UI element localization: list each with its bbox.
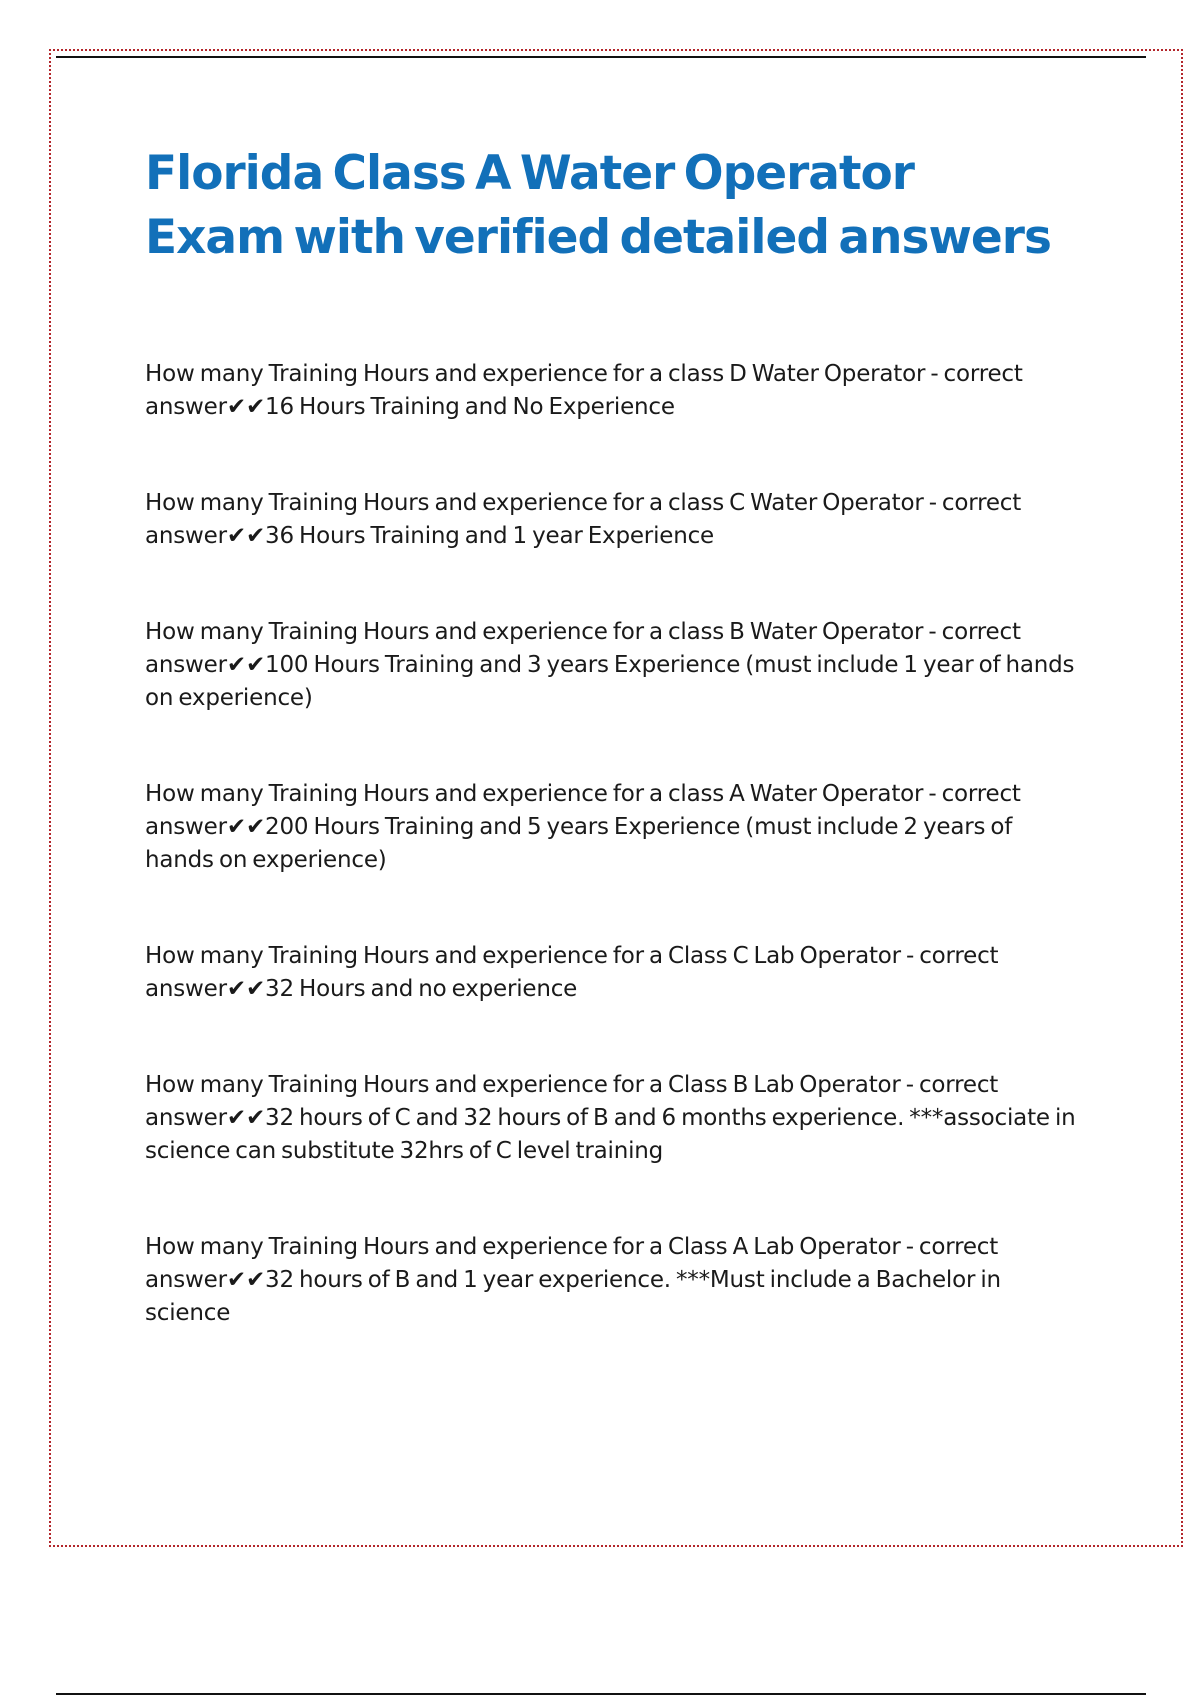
answer-text: 32 hours of C and 32 hours of B and 6 months experience. ***associate in science can substitute 32hrs of C level training: [145, 1105, 1076, 1164]
title-line-1: Florida Class A Water Operator: [145, 146, 914, 201]
qa-item: [145, 1231, 1080, 1330]
answer-text: 100 Hours Training and 3 years Experience (must include 1 year of hands on experience): [145, 652, 1075, 711]
qa-item: [145, 616, 1080, 715]
checkmark-icon: ✔✔: [226, 814, 266, 840]
checkmark-icon: ✔✔: [226, 976, 266, 1002]
qa-item: [145, 1069, 1080, 1168]
checkmark-icon: ✔✔: [226, 1267, 266, 1293]
question-text: How many Training Hours and experience for a class D Water Operator - correct answer: [145, 361, 1023, 420]
question-text: How many Training Hours and experience for a class A Water Operator - correct answer: [145, 781, 1021, 840]
page-title: [145, 142, 1125, 270]
question-text: How many Training Hours and experience for a Class B Lab Operator - correct answer: [145, 1072, 999, 1131]
bottom-rule: [56, 1693, 1146, 1695]
checkmark-icon: ✔✔: [226, 523, 266, 549]
question-text: How many Training Hours and experience for a class C Water Operator - correct answer: [145, 490, 1022, 549]
question-text: How many Training Hours and experience for a Class A Lab Operator - correct answer: [145, 1234, 999, 1293]
question-text: How many Training Hours and experience for a class B Water Operator - correct answer: [145, 619, 1021, 678]
top-rule: [56, 56, 1146, 58]
answer-text: 16 Hours Training and No Experience: [265, 394, 675, 420]
qa-item: [145, 487, 1080, 553]
qa-item: [145, 778, 1080, 877]
title-line-2: Exam with verified detailed answers: [145, 210, 1051, 265]
question-text: How many Training Hours and experience for a Class C Lab Operator - correct answer: [145, 943, 999, 1002]
checkmark-icon: ✔✔: [226, 652, 266, 678]
qa-item: [145, 940, 1080, 1006]
answer-text: 32 hours of B and 1 year experience. ***Must include a Bachelor in science: [145, 1267, 1001, 1326]
answer-text: 200 Hours Training and 5 years Experience (must include 2 years of hands on experience): [145, 814, 1013, 873]
checkmark-icon: ✔✔: [226, 394, 266, 420]
answer-text: 36 Hours Training and 1 year Experience: [265, 523, 714, 549]
qa-list: [145, 358, 1080, 1330]
checkmark-icon: ✔✔: [226, 1105, 266, 1131]
qa-item: [145, 358, 1080, 424]
answer-text: 32 Hours and no experience: [265, 976, 578, 1002]
